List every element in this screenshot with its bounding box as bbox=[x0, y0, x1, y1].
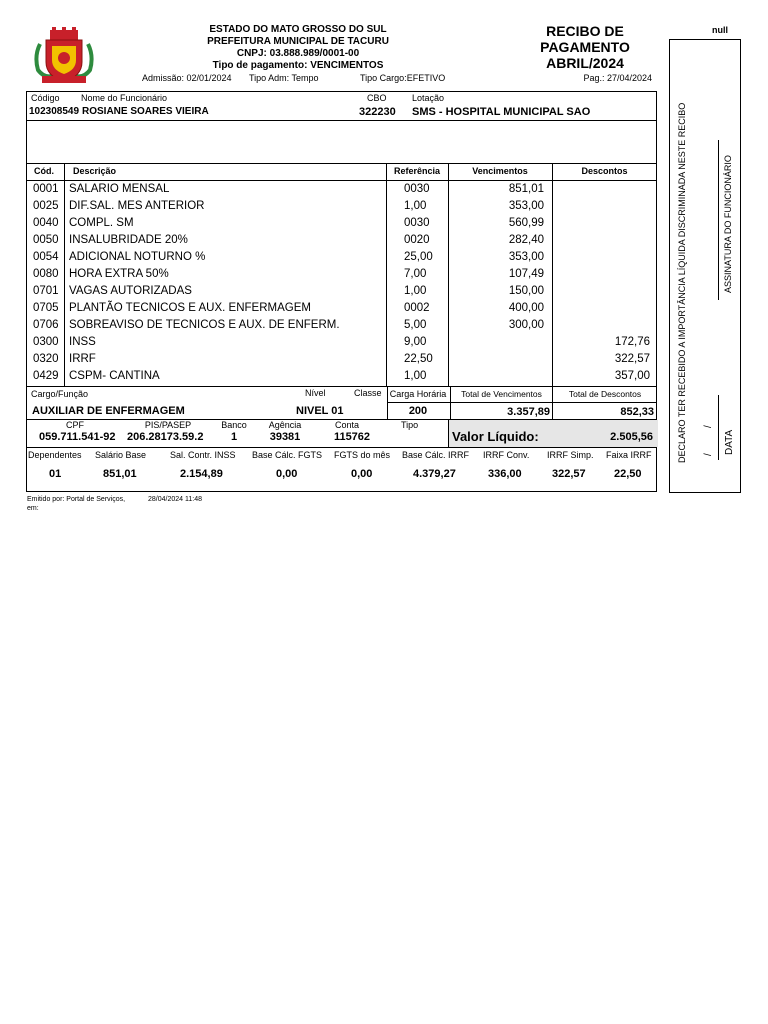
employee-name-label: Nome do Funcionário bbox=[81, 93, 168, 103]
fgts-mes-label: FGTS do mês bbox=[334, 450, 391, 460]
banco-value: 1 bbox=[230, 431, 238, 443]
table-row: 0080 HORA EXTRA 50% 7,00 107,49 bbox=[33, 268, 544, 280]
admission-type: Tipo Adm: Tempo bbox=[249, 73, 319, 83]
table-row: 0040 COMPL. SM 0030 560,99 bbox=[33, 217, 544, 229]
dependentes-label: Dependentes bbox=[28, 450, 82, 460]
agencia-value: 39381 bbox=[269, 431, 301, 443]
dependentes-value: 01 bbox=[49, 468, 62, 480]
cbo-label: CBO bbox=[367, 93, 387, 103]
header-prefecture: PREFEITURA MUNICIPAL DE TACURU bbox=[207, 36, 389, 47]
table-row: 0706 SOBREAVISO DE TECNICOS E AUX. DE ENFERM. 5,00 300,00 bbox=[33, 319, 544, 331]
declaration-text: DECLARO TER RECEBIDO A IMPORTÂNCIA LÍQUIDA DISCRIMINADA NESTE RECIBO bbox=[677, 102, 687, 463]
cpf-label: CPF bbox=[66, 420, 84, 430]
faixa-irrf-value: 22,50 bbox=[614, 468, 642, 480]
table-row: 0701 VAGAS AUTORIZADAS 1,00 150,00 bbox=[33, 285, 544, 297]
irrf-conv-label: IRRF Conv. bbox=[483, 450, 530, 460]
date-label: DATA bbox=[724, 429, 735, 455]
emitted-by: Emitido por: Portal de Serviços, bbox=[27, 496, 126, 503]
header-cnpj: CNPJ: 03.888.989/0001-00 bbox=[236, 48, 360, 59]
banco-label: Banco bbox=[221, 420, 247, 430]
receipt-title-line2: PAGAMENTO bbox=[540, 39, 630, 55]
date-slash-2: / bbox=[703, 425, 714, 428]
net-value: 2.505,56 bbox=[610, 431, 653, 443]
table-row: 0050 INSALUBRIDADE 20% 0020 282,40 bbox=[33, 234, 544, 246]
page-date: Pag.: 27/04/2024 bbox=[583, 73, 652, 83]
null-label: null bbox=[712, 25, 728, 35]
carga-label: Carga Horária bbox=[389, 389, 447, 399]
date-slash-1: / bbox=[703, 453, 714, 456]
total-venc-label: Total de Vencimentos bbox=[461, 389, 542, 399]
carga-value: 200 bbox=[408, 405, 428, 417]
table-row: 0429 CSPM- CANTINA 1,00 357,00 bbox=[33, 370, 650, 382]
col-desc-header: Descrição bbox=[73, 166, 117, 176]
employee-code: 102308549 bbox=[29, 106, 80, 117]
irrf-conv-value: 336,00 bbox=[488, 468, 522, 480]
contr-inss-value: 2.154,89 bbox=[180, 468, 223, 480]
payroll-table bbox=[0, 181, 660, 385]
table-row: 0705 PLANTÃO TECNICOS E AUX. ENFERMAGEM 0002 400,00 bbox=[33, 302, 544, 314]
contr-inss-label: Sal. Contr. INSS bbox=[170, 450, 236, 460]
nivel-value: NIVEL 01 bbox=[296, 405, 344, 417]
base-irrf-value: 4.379,27 bbox=[413, 468, 456, 480]
salario-base-label: Salário Base bbox=[95, 450, 147, 460]
cargo-label: Cargo/Função bbox=[31, 389, 89, 399]
base-fgts-value: 0,00 bbox=[276, 468, 298, 480]
pis-label: PIS/PASEP bbox=[144, 420, 192, 430]
total-desc-label: Total de Descontos bbox=[568, 389, 642, 399]
table-row: 0300 INSS 9,00 172,76 bbox=[33, 336, 650, 348]
irrf-simp-value: 322,57 bbox=[552, 468, 586, 480]
fgts-mes-value: 0,00 bbox=[351, 468, 373, 480]
table-row: 0025 DIF.SAL. MES ANTERIOR 1,00 353,00 bbox=[33, 200, 544, 212]
col-desc-value-header: Descontos bbox=[581, 166, 628, 176]
net-value-label: Valor Líquido: bbox=[452, 429, 539, 444]
tipo-label: Tipo bbox=[401, 420, 419, 430]
receipt-period: ABRIL/2024 bbox=[546, 55, 624, 71]
base-irrf-label: Base Cálc. IRRF bbox=[402, 450, 470, 460]
base-fgts-label: Base Cálc. FGTS bbox=[252, 450, 323, 460]
total-venc-value: 3.357,89 bbox=[507, 406, 550, 418]
admission-date: Admissão: 02/01/2024 bbox=[142, 73, 232, 83]
irrf-simp-label: IRRF Simp. bbox=[547, 450, 594, 460]
cargo-type: Tipo Cargo:EFETIVO bbox=[360, 73, 446, 83]
table-row: 0320 IRRF 22,50 322,57 bbox=[33, 353, 650, 365]
faixa-irrf-label: Faixa IRRF bbox=[606, 450, 652, 460]
employee-lotacao: SMS - HOSPITAL MUNICIPAL SAO bbox=[412, 106, 591, 118]
conta-label: Conta bbox=[334, 420, 360, 430]
em-label: em: bbox=[27, 505, 39, 512]
salario-base-value: 851,01 bbox=[103, 468, 137, 480]
table-row: 0054 ADICIONAL NOTURNO % 25,00 353,00 bbox=[33, 251, 544, 263]
cpf-value: 059.711.541-92 bbox=[39, 431, 116, 443]
pis-value: 206.28173.59.2 bbox=[127, 431, 204, 443]
municipal-coat-of-arms bbox=[32, 26, 96, 86]
nivel-label: Nível bbox=[305, 388, 326, 398]
cargo-value: AUXILIAR DE ENFERMAGEM bbox=[32, 405, 185, 417]
header-payment-type: Tipo de pagamento: VENCIMENTOS bbox=[212, 60, 384, 71]
header-state: ESTADO DO MATO GROSSO DO SUL bbox=[209, 24, 387, 35]
classe-label: Classe bbox=[354, 388, 382, 398]
conta-value: 115762 bbox=[333, 431, 371, 443]
emitted-at: 28/04/2024 11:48 bbox=[148, 496, 202, 503]
signature-label: ASSINATURA DO FUNCIONÁRIO bbox=[723, 155, 733, 293]
table-row: 0001 SALARIO MENSAL 0030 851,01 bbox=[33, 183, 544, 195]
total-desc-value: 852,33 bbox=[620, 406, 654, 418]
col-ref-header: Referência bbox=[393, 166, 441, 176]
lotacao-label: Lotação bbox=[412, 93, 445, 103]
employee-code-label: Código bbox=[31, 93, 60, 103]
employee-cbo: 322230 bbox=[359, 106, 396, 118]
employee-name: ROSIANE SOARES VIEIRA bbox=[82, 106, 209, 117]
col-venc-header: Vencimentos bbox=[472, 166, 528, 176]
receipt-title-line1: RECIBO DE bbox=[546, 23, 624, 39]
agencia-label: Agência bbox=[268, 420, 302, 430]
col-cod-header: Cód. bbox=[34, 166, 54, 176]
